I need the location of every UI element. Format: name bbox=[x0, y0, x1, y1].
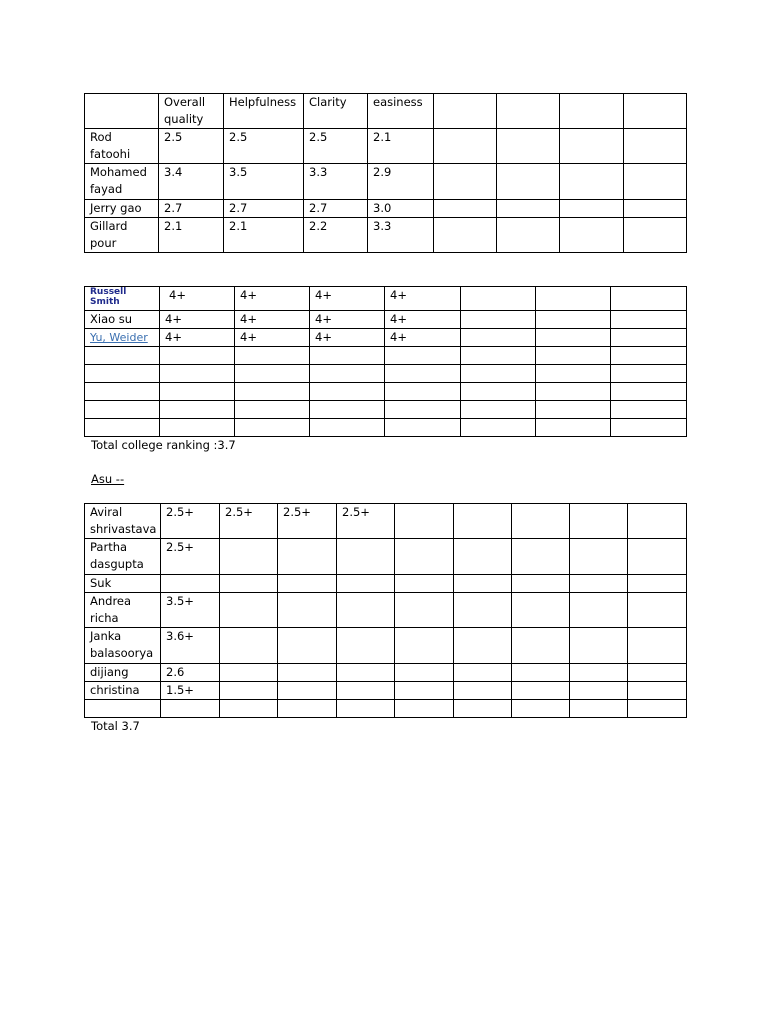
table-cell bbox=[628, 504, 687, 539]
table-cell: 2.5+ bbox=[161, 539, 220, 575]
table-cell bbox=[536, 383, 611, 401]
table-cell bbox=[454, 575, 512, 593]
table-cell bbox=[611, 311, 687, 329]
table-cell bbox=[395, 539, 454, 575]
table-header-cell: Overall quality bbox=[159, 94, 224, 129]
table-cell bbox=[512, 504, 570, 539]
table-cell bbox=[278, 575, 337, 593]
table-cell bbox=[220, 664, 278, 682]
table-row bbox=[85, 682, 687, 700]
table-row bbox=[85, 419, 687, 437]
table-cell bbox=[624, 129, 687, 164]
table-cell bbox=[395, 593, 454, 628]
table-cell: 2.5 bbox=[224, 129, 304, 164]
table-cell bbox=[85, 383, 160, 401]
table-cell: 4+ bbox=[160, 287, 235, 311]
total-asu: Total 3.7 bbox=[91, 719, 140, 733]
table-cell bbox=[512, 575, 570, 593]
table-cell: 3.5 bbox=[224, 164, 304, 200]
table-cell bbox=[395, 664, 454, 682]
table-cell bbox=[85, 329, 160, 347]
asu-heading: Asu -- bbox=[91, 472, 125, 486]
table-cell bbox=[461, 383, 536, 401]
table-cell bbox=[497, 218, 560, 253]
table-cell bbox=[220, 628, 278, 664]
table-row bbox=[85, 311, 687, 329]
table-cell bbox=[454, 664, 512, 682]
table-cell bbox=[395, 700, 454, 718]
table-cell bbox=[512, 539, 570, 575]
table-header-cell: easiness bbox=[368, 94, 434, 129]
table-cell bbox=[434, 200, 497, 218]
table-cell bbox=[385, 401, 461, 419]
table-cell: 2.5 bbox=[304, 129, 368, 164]
table-cell bbox=[278, 628, 337, 664]
table-cell bbox=[160, 401, 235, 419]
table-cell bbox=[624, 94, 687, 129]
table-cell bbox=[611, 329, 687, 347]
table-row bbox=[85, 287, 687, 311]
table-cell bbox=[461, 419, 536, 437]
table-cell bbox=[310, 347, 385, 365]
table-cell bbox=[395, 682, 454, 700]
table-cell: 3.4 bbox=[159, 164, 224, 200]
table-header-row bbox=[85, 94, 687, 129]
table-cell: 2.5+ bbox=[220, 504, 278, 539]
table-cell: 3.3 bbox=[304, 164, 368, 200]
table-cell: 2.5+ bbox=[337, 504, 395, 539]
table-cell bbox=[560, 164, 624, 200]
table-cell bbox=[385, 347, 461, 365]
table-cell bbox=[461, 347, 536, 365]
table-cell bbox=[497, 164, 560, 200]
professor-name: dijiang bbox=[85, 664, 161, 682]
table-row bbox=[85, 329, 687, 347]
professor-name: Mohamed fayad bbox=[85, 164, 159, 200]
professor-name: Andrea richa bbox=[85, 593, 161, 628]
table-cell bbox=[85, 401, 160, 419]
professor-link[interactable]: Yu, Weider bbox=[90, 331, 148, 344]
table-cell bbox=[434, 129, 497, 164]
table-cell bbox=[628, 682, 687, 700]
professor-name: Suk bbox=[85, 575, 161, 593]
table-cell bbox=[337, 664, 395, 682]
table-cell bbox=[560, 94, 624, 129]
table-cell bbox=[536, 347, 611, 365]
table-cell bbox=[461, 287, 536, 311]
table-cell bbox=[454, 504, 512, 539]
table-cell bbox=[512, 700, 570, 718]
table-cell bbox=[624, 218, 687, 253]
table-cell: 3.3 bbox=[368, 218, 434, 253]
table-cell: 3.5+ bbox=[161, 593, 220, 628]
table-row bbox=[85, 575, 687, 593]
table-cell bbox=[220, 700, 278, 718]
table-cell bbox=[220, 682, 278, 700]
table-cell bbox=[220, 575, 278, 593]
table-cell: 3.0 bbox=[368, 200, 434, 218]
table-cell bbox=[512, 593, 570, 628]
table-cell bbox=[278, 664, 337, 682]
table-cell bbox=[337, 628, 395, 664]
table-row bbox=[85, 628, 687, 664]
table-cell bbox=[611, 401, 687, 419]
table-cell bbox=[454, 539, 512, 575]
table-cell bbox=[628, 539, 687, 575]
table-cell bbox=[611, 383, 687, 401]
table-cell bbox=[497, 129, 560, 164]
table-cell: 2.5+ bbox=[278, 504, 337, 539]
table-row bbox=[85, 700, 687, 718]
table-cell bbox=[278, 682, 337, 700]
table-cell: 4+ bbox=[160, 311, 235, 329]
table-cell bbox=[611, 419, 687, 437]
professor-name: Partha dasgupta bbox=[85, 539, 161, 575]
table-cell bbox=[461, 401, 536, 419]
table-cell bbox=[570, 539, 628, 575]
table-cell bbox=[85, 365, 160, 383]
table-cell bbox=[160, 347, 235, 365]
table-row bbox=[85, 664, 687, 682]
table-cell: 2.7 bbox=[224, 200, 304, 218]
table-cell bbox=[278, 700, 337, 718]
table-cell bbox=[570, 682, 628, 700]
table-cell bbox=[624, 164, 687, 200]
table-cell bbox=[611, 365, 687, 383]
ratings-table-1 bbox=[84, 93, 687, 253]
table-row bbox=[85, 365, 687, 383]
table-header-cell: Clarity bbox=[304, 94, 368, 129]
table-cell bbox=[235, 365, 310, 383]
table-cell bbox=[536, 401, 611, 419]
table-cell bbox=[536, 365, 611, 383]
table-cell bbox=[570, 628, 628, 664]
professor-name: Jerry gao bbox=[85, 200, 159, 218]
table-cell bbox=[536, 287, 611, 311]
table-cell: 2.7 bbox=[304, 200, 368, 218]
table-cell: 4+ bbox=[160, 329, 235, 347]
table-cell: 2.1 bbox=[224, 218, 304, 253]
table-cell bbox=[628, 575, 687, 593]
table-row bbox=[85, 401, 687, 419]
table-cell bbox=[235, 401, 310, 419]
table-cell bbox=[85, 347, 160, 365]
table-cell bbox=[628, 664, 687, 682]
table-cell bbox=[337, 575, 395, 593]
table-cell bbox=[337, 682, 395, 700]
table-cell bbox=[310, 383, 385, 401]
table-cell bbox=[611, 347, 687, 365]
table-cell bbox=[337, 700, 395, 718]
table-cell bbox=[497, 94, 560, 129]
professor-name: Aviral shrivastava bbox=[85, 504, 161, 539]
table-cell: 2.5+ bbox=[161, 504, 220, 539]
table-cell bbox=[434, 164, 497, 200]
table-cell bbox=[235, 383, 310, 401]
table-cell bbox=[497, 200, 560, 218]
table-cell: 4+ bbox=[235, 329, 310, 347]
table-cell bbox=[310, 401, 385, 419]
table-cell bbox=[628, 628, 687, 664]
table-cell bbox=[85, 419, 160, 437]
table-cell bbox=[434, 94, 497, 129]
table-cell bbox=[395, 575, 454, 593]
table-row bbox=[85, 347, 687, 365]
table-cell: 4+ bbox=[385, 329, 461, 347]
table-header-cell: Helpfulness bbox=[224, 94, 304, 129]
table-cell bbox=[560, 200, 624, 218]
table-cell: 2.9 bbox=[368, 164, 434, 200]
table-cell bbox=[570, 700, 628, 718]
table-cell bbox=[160, 419, 235, 437]
table-cell bbox=[220, 593, 278, 628]
table-cell bbox=[235, 347, 310, 365]
table-cell: 4+ bbox=[310, 287, 385, 311]
table-cell: 4+ bbox=[310, 311, 385, 329]
professor-name: Rod fatoohi bbox=[85, 129, 159, 164]
table-cell bbox=[385, 383, 461, 401]
table-cell bbox=[160, 365, 235, 383]
table-cell: 4+ bbox=[310, 329, 385, 347]
table-cell bbox=[461, 329, 536, 347]
table-cell bbox=[624, 200, 687, 218]
table-cell bbox=[454, 682, 512, 700]
table-cell bbox=[85, 287, 160, 311]
table-cell bbox=[310, 419, 385, 437]
table-cell: 4+ bbox=[385, 311, 461, 329]
table-cell: 2.1 bbox=[368, 129, 434, 164]
professor-name: Janka balasoorya bbox=[85, 628, 161, 664]
table-cell bbox=[161, 700, 220, 718]
table-cell bbox=[337, 593, 395, 628]
table-row bbox=[85, 218, 687, 253]
table-cell bbox=[512, 664, 570, 682]
table-cell bbox=[434, 218, 497, 253]
table-cell bbox=[611, 287, 687, 311]
table-row bbox=[85, 164, 687, 200]
professor-name: Russell Smith bbox=[90, 287, 127, 307]
table-row bbox=[85, 593, 687, 628]
table-cell: 4+ bbox=[385, 287, 461, 311]
table-cell bbox=[560, 218, 624, 253]
table-cell: 4+ bbox=[235, 311, 310, 329]
table-cell bbox=[570, 575, 628, 593]
table-row bbox=[85, 504, 687, 539]
table-cell bbox=[160, 383, 235, 401]
table-cell bbox=[85, 700, 161, 718]
table-row bbox=[85, 539, 687, 575]
table-cell bbox=[161, 575, 220, 593]
table-row bbox=[85, 129, 687, 164]
table-cell bbox=[278, 593, 337, 628]
table-cell: 1.5+ bbox=[161, 682, 220, 700]
table-cell: 2.2 bbox=[304, 218, 368, 253]
table-cell bbox=[385, 419, 461, 437]
total-college-ranking: Total college ranking :3.7 bbox=[91, 438, 236, 452]
table-cell bbox=[628, 593, 687, 628]
table-cell bbox=[570, 593, 628, 628]
table-cell bbox=[461, 365, 536, 383]
table-cell bbox=[395, 628, 454, 664]
table-row bbox=[85, 383, 687, 401]
ratings-table-2 bbox=[84, 286, 687, 437]
table-cell bbox=[560, 129, 624, 164]
table-cell: 2.1 bbox=[159, 218, 224, 253]
table-cell bbox=[235, 419, 310, 437]
table-cell bbox=[220, 539, 278, 575]
table-cell bbox=[454, 700, 512, 718]
table-cell: 2.5 bbox=[159, 129, 224, 164]
table-cell bbox=[570, 664, 628, 682]
professor-name: Xiao su bbox=[85, 311, 160, 329]
table-cell bbox=[85, 94, 159, 129]
table-cell bbox=[512, 628, 570, 664]
table-cell bbox=[536, 329, 611, 347]
table-cell: 2.6 bbox=[161, 664, 220, 682]
table-cell: 3.6+ bbox=[161, 628, 220, 664]
table-cell bbox=[385, 365, 461, 383]
table-cell bbox=[461, 311, 536, 329]
table-cell bbox=[536, 311, 611, 329]
table-cell bbox=[570, 504, 628, 539]
table-cell bbox=[337, 539, 395, 575]
professor-name: Gillard pour bbox=[85, 218, 159, 253]
table-cell bbox=[512, 682, 570, 700]
table-cell bbox=[278, 539, 337, 575]
table-cell bbox=[310, 365, 385, 383]
ratings-table-asu bbox=[84, 503, 687, 718]
table-cell bbox=[454, 628, 512, 664]
professor-name: christina bbox=[85, 682, 161, 700]
table-cell: 4+ bbox=[235, 287, 310, 311]
table-cell bbox=[395, 504, 454, 539]
table-cell bbox=[536, 419, 611, 437]
table-cell: 2.7 bbox=[159, 200, 224, 218]
table-cell bbox=[628, 700, 687, 718]
table-row bbox=[85, 200, 687, 218]
table-cell bbox=[454, 593, 512, 628]
